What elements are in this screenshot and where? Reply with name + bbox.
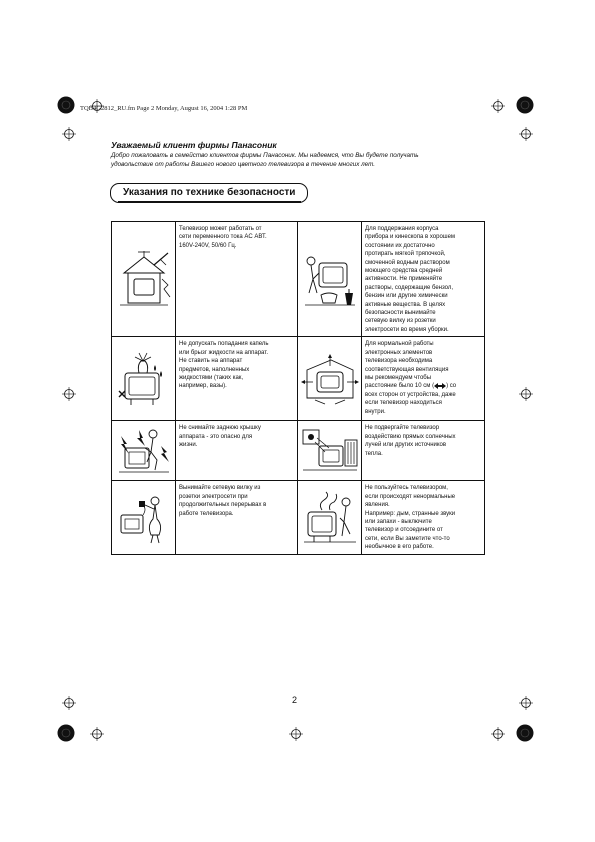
safety-text: Не подвергайте телевизор воздействию прямых солнечных лучей или других источников тепла.: [365, 425, 456, 457]
registration-mark-icon: [519, 387, 533, 401]
illustration-cell: [298, 337, 362, 421]
safety-text-cell: [362, 421, 485, 481]
registration-mark-icon: [62, 696, 76, 710]
tv-sun-heat-icon: [301, 426, 359, 476]
registration-mark-icon: [491, 99, 505, 113]
print-mark-dot-icon: [516, 96, 534, 114]
table-row: [112, 337, 485, 421]
print-mark-dot-icon: [516, 724, 534, 742]
registration-mark-icon: [519, 127, 533, 141]
registration-mark-icon: [62, 387, 76, 401]
print-mark-dot-icon: [57, 96, 75, 114]
illustration-cell: [112, 481, 176, 555]
safety-text: Не снимайте заднюю крышку аппарата - это опасно для жизни.: [179, 425, 261, 449]
tv-vase-liquid-icon: [117, 351, 171, 407]
safety-text: Вынимайте сетевую вилку из розетки электросети при продолжительных перерывах в работе телевизора.: [179, 485, 267, 517]
illustration-cell: [112, 421, 176, 481]
table-row: [112, 421, 485, 481]
safety-text-cell: [176, 421, 298, 481]
illustration-cell: [298, 421, 362, 481]
registration-mark-icon: [62, 127, 76, 141]
unplug-tv-icon: [117, 491, 171, 545]
safety-text: Телевизор может работать от сети переменного тока AC АВТ. 160V-240V, 50/60 Гц.: [179, 226, 267, 249]
registration-mark-icon: [289, 727, 303, 741]
welcome-title: Уважаемый клиент фирмы Панасоник: [111, 140, 277, 150]
registration-mark-icon: [90, 727, 104, 741]
safety-text: Для нормальной работы электронных элементов телевизора необходима соответствующая вентиляция мы рекомендуем чтобы расстояние было 10 см ( ) со всех сторон от устройства, даже если телевизор находиться внутри.: [362, 337, 484, 418]
distance-line: расстояние было 10 см ( ) со: [365, 383, 457, 390]
welcome-text: [111, 151, 491, 169]
file-info-header: TQB4G2812_RU.fm Page 2 Monday, August 16, 2004 1:28 PM: [80, 105, 248, 112]
safety-text: Не пользуйтесь телевизором, если происходят ненормальные явления. Например: дым, странные звуки или запахи - выключите телевизор и отсоедините от сети, если Вы заметите что-то необычное в его работе.: [365, 485, 456, 551]
tv-smoke-icon: [302, 490, 358, 546]
electric-shock-icon: [117, 426, 171, 476]
safety-text-cell: [176, 337, 298, 421]
illustration-cell: [298, 481, 362, 555]
illustration-cell: [112, 222, 176, 337]
registration-mark-icon: [519, 696, 533, 710]
section-title: Указания по технике безопасности: [110, 183, 308, 203]
double-arrow-icon: [434, 383, 446, 389]
safety-text: Не допускать попадания капель или брызг жидкости на аппарат. Не ставить на аппарат предметов, наполненных жидкостями (таких как, например, вазы).: [179, 341, 269, 390]
table-row: [112, 222, 485, 337]
registration-mark-icon: [90, 99, 104, 113]
illustration-cell: [112, 337, 176, 421]
table-row: [112, 481, 485, 555]
welcome-line-2: удовольствие от работы Вашего нового цветного телевизора в течение многих лет.: [111, 161, 376, 168]
safety-text-cell: [176, 481, 298, 555]
safety-text: Для поддержания корпуса прибора и кинескопа в хорошем состоянии их достаточно протирать мягкой тряпочкой, смоченной водным раствором моющего средства средней активности. Не применяйте растворы, содержащие бензол, бензин или другие химически активные вещества. В целях безопасности вынимайте сетевую вилку из розетки электросети во время уборки.: [365, 226, 456, 333]
tv-cleaning-icon: [301, 249, 359, 309]
safety-text-cell: [362, 222, 485, 337]
print-mark-dot-icon: [57, 724, 75, 742]
tv-house-antenna-icon: [116, 249, 172, 309]
section-title-underline: [118, 201, 301, 203]
safety-instructions-table: [111, 221, 485, 555]
welcome-line-1: Добро пожаловать в семейство клиентов фирмы Панасоник. Мы надеемся, что Вы будете получать: [111, 152, 419, 159]
safety-text-cell: [176, 222, 298, 337]
tv-ventilation-icon: [301, 352, 359, 406]
safety-text-cell: [362, 337, 485, 421]
safety-text-cell: [362, 481, 485, 555]
registration-mark-icon: [491, 727, 505, 741]
illustration-cell: [298, 222, 362, 337]
page-number: 2: [292, 695, 298, 705]
